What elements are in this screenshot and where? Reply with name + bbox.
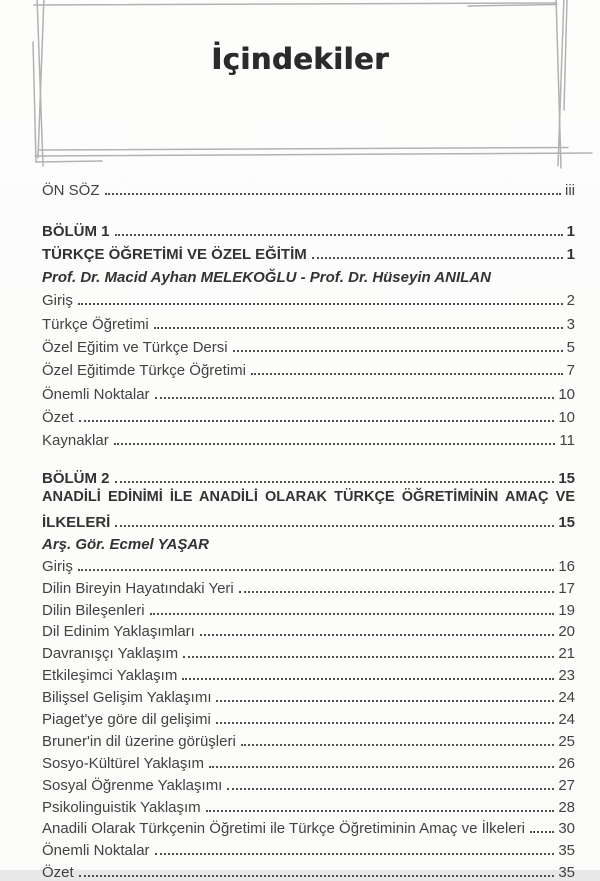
toc-entry <box>42 426 575 449</box>
toc-entry <box>42 816 575 838</box>
toc-entry-page: 20 <box>558 623 575 641</box>
toc-entry <box>42 240 575 263</box>
toc-entry-label: Dilin Bireyin Hayatındaki Yeri <box>42 579 234 597</box>
dot-leader <box>115 234 563 236</box>
toc-entry-label: Sosyo-Kültürel Yaklaşım <box>42 754 205 772</box>
dot-leader <box>239 591 555 593</box>
toc-section <box>42 176 575 199</box>
toc-entry-page: 10 <box>558 385 575 403</box>
dot-leader <box>200 634 554 636</box>
toc-entry <box>42 706 575 728</box>
toc-entry <box>42 794 575 816</box>
toc-entry-page: 35 <box>558 864 575 881</box>
dot-leader <box>241 744 555 746</box>
toc-entry <box>42 859 575 881</box>
dot-leader <box>115 525 554 527</box>
dot-leader <box>150 613 555 615</box>
toc-entry-page: 28 <box>558 798 575 816</box>
toc-entry <box>42 509 575 531</box>
toc-entry-page: 27 <box>558 776 575 794</box>
toc-entry-page: 5 <box>566 339 575 357</box>
dot-leader <box>312 257 563 259</box>
toc-list <box>42 176 575 881</box>
toc-entry-title-line: ANADİLİ EDİNİMİ İLE ANADİLİ OLARAK TÜRKÇE ÖĞRETİMİNİN AMAÇ VE <box>42 489 575 506</box>
toc-entry-page: 2 <box>566 292 575 310</box>
toc-section <box>42 465 575 881</box>
toc-entry-page: 15 <box>558 513 575 531</box>
toc-entry-label: Arş. Gör. Ecmel YAŞAR <box>42 535 210 553</box>
toc-entry-page: 15 <box>558 470 575 488</box>
toc-entry-label: Sosyal Öğrenme Yaklaşımı <box>42 776 223 794</box>
dot-leader <box>114 443 556 445</box>
toc-entry <box>42 597 575 619</box>
dot-leader <box>79 875 555 877</box>
dot-leader <box>183 656 554 658</box>
toc-entry <box>42 216 575 239</box>
toc-entry-page: 30 <box>558 820 575 838</box>
toc-entry <box>42 263 575 286</box>
toc-entry <box>42 662 575 684</box>
toc-entry <box>42 356 575 379</box>
toc-entry-page: 25 <box>558 732 575 750</box>
page-title: İçindekiler <box>211 42 389 76</box>
toc-entry-page: 19 <box>558 601 575 619</box>
toc-entry-label: Önemli Noktalar <box>42 842 150 860</box>
toc-entry-page: 35 <box>558 842 575 860</box>
toc-entry-label: Bruner'in dil üzerine görüşleri <box>42 732 236 750</box>
toc-entry-label: ÖN SÖZ <box>42 182 100 200</box>
toc-entry-label: Prof. Dr. Macid Ayhan MELEKOĞLU - Prof. Dr. Hüseyin ANILAN <box>42 269 491 287</box>
toc-entry <box>42 640 575 662</box>
toc-entry <box>42 619 575 641</box>
toc-entry-page: 24 <box>558 689 575 707</box>
dot-leader <box>209 766 554 768</box>
dot-leader <box>182 678 554 680</box>
dot-leader <box>216 722 555 724</box>
dot-leader <box>206 810 555 812</box>
toc-entry <box>42 309 575 332</box>
toc-entry-label: Giriş <box>42 557 73 575</box>
toc-entry-page: 23 <box>558 667 575 685</box>
toc-section <box>42 216 575 449</box>
toc-entry <box>42 684 575 706</box>
toc-entry-label: BÖLÜM 2 <box>42 470 110 488</box>
toc-entry-label: Etkileşimci Yaklaşım <box>42 667 178 685</box>
toc-entry-label: Davranışçı Yaklaşım <box>42 645 179 663</box>
dot-leader <box>251 373 563 375</box>
toc-entry <box>42 379 575 402</box>
toc-entry <box>42 403 575 426</box>
toc-entry-page: 1 <box>566 245 575 263</box>
toc-entry-label: Psikolinguistik Yaklaşım <box>42 798 201 816</box>
toc-entry-page: 21 <box>558 645 575 663</box>
toc-entry-label: Özel Eğitim ve Türkçe Dersi <box>42 339 228 357</box>
toc-entry <box>42 465 575 487</box>
toc-entry <box>42 286 575 309</box>
toc-entry-label: TÜRKÇE ÖĞRETİMİ VE ÖZEL EĞİTİM <box>42 245 307 263</box>
toc-entry-label: Bilişsel Gelişim Yaklaşımı <box>42 689 212 707</box>
dot-leader <box>78 303 563 305</box>
toc-entry-page: 7 <box>566 362 575 380</box>
dot-leader <box>105 193 561 195</box>
dot-leader <box>78 569 554 571</box>
toc-entry-page: 17 <box>558 579 575 597</box>
toc-entry-label: Piaget'ye göre dil gelişimi <box>42 710 211 728</box>
toc-entry-label: Dilin Bileşenleri <box>42 601 145 619</box>
toc-entry <box>42 575 575 597</box>
toc-entry-page: 11 <box>559 432 575 450</box>
toc-entry-label: Özet <box>42 864 74 881</box>
toc-entry-label: Kaynaklar <box>42 432 109 450</box>
toc-entry-label: BÖLÜM 1 <box>42 222 110 240</box>
dot-leader <box>155 853 555 855</box>
toc-entry-page: 1 <box>566 222 575 240</box>
toc-entry <box>42 772 575 794</box>
toc-entry <box>42 837 575 859</box>
toc-entry-label: Dil Edinim Yaklaşımları <box>42 623 195 641</box>
dot-leader <box>155 397 555 399</box>
dot-leader <box>530 831 554 833</box>
toc-entry-label: Anadili Olarak Türkçenin Öğretimi ile Türkçe Öğretiminin Amaç ve İlkeleri <box>42 820 525 838</box>
toc-entry-page: 10 <box>558 408 575 426</box>
toc-entry <box>42 553 575 575</box>
dot-leader <box>115 481 555 483</box>
toc-entry-label: Özel Eğitimde Türkçe Öğretimi <box>42 362 246 380</box>
toc-entry-label: Önemli Noktalar <box>42 385 150 403</box>
toc-entry <box>42 728 575 750</box>
dot-leader <box>216 700 554 702</box>
toc-entry <box>42 531 575 553</box>
toc-entry-label: Özet <box>42 408 74 426</box>
dot-leader <box>227 788 554 790</box>
dot-leader <box>154 327 563 329</box>
toc-entry-page: 24 <box>558 710 575 728</box>
decorative-frame <box>0 0 600 175</box>
toc-entry-label: Giriş <box>42 292 73 310</box>
toc-entry <box>42 750 575 772</box>
dot-leader <box>79 420 555 422</box>
toc-entry <box>42 176 575 199</box>
toc-entry-page: 16 <box>558 557 575 575</box>
toc-entry <box>42 333 575 356</box>
toc-entry-label: İLKELERİ <box>42 513 111 531</box>
dot-leader <box>233 350 563 352</box>
toc-entry-page: 26 <box>558 754 575 772</box>
toc-entry-label: Türkçe Öğretimi <box>42 315 149 333</box>
toc-entry-page: 3 <box>566 315 575 333</box>
toc-entry-page: iii <box>565 182 575 200</box>
